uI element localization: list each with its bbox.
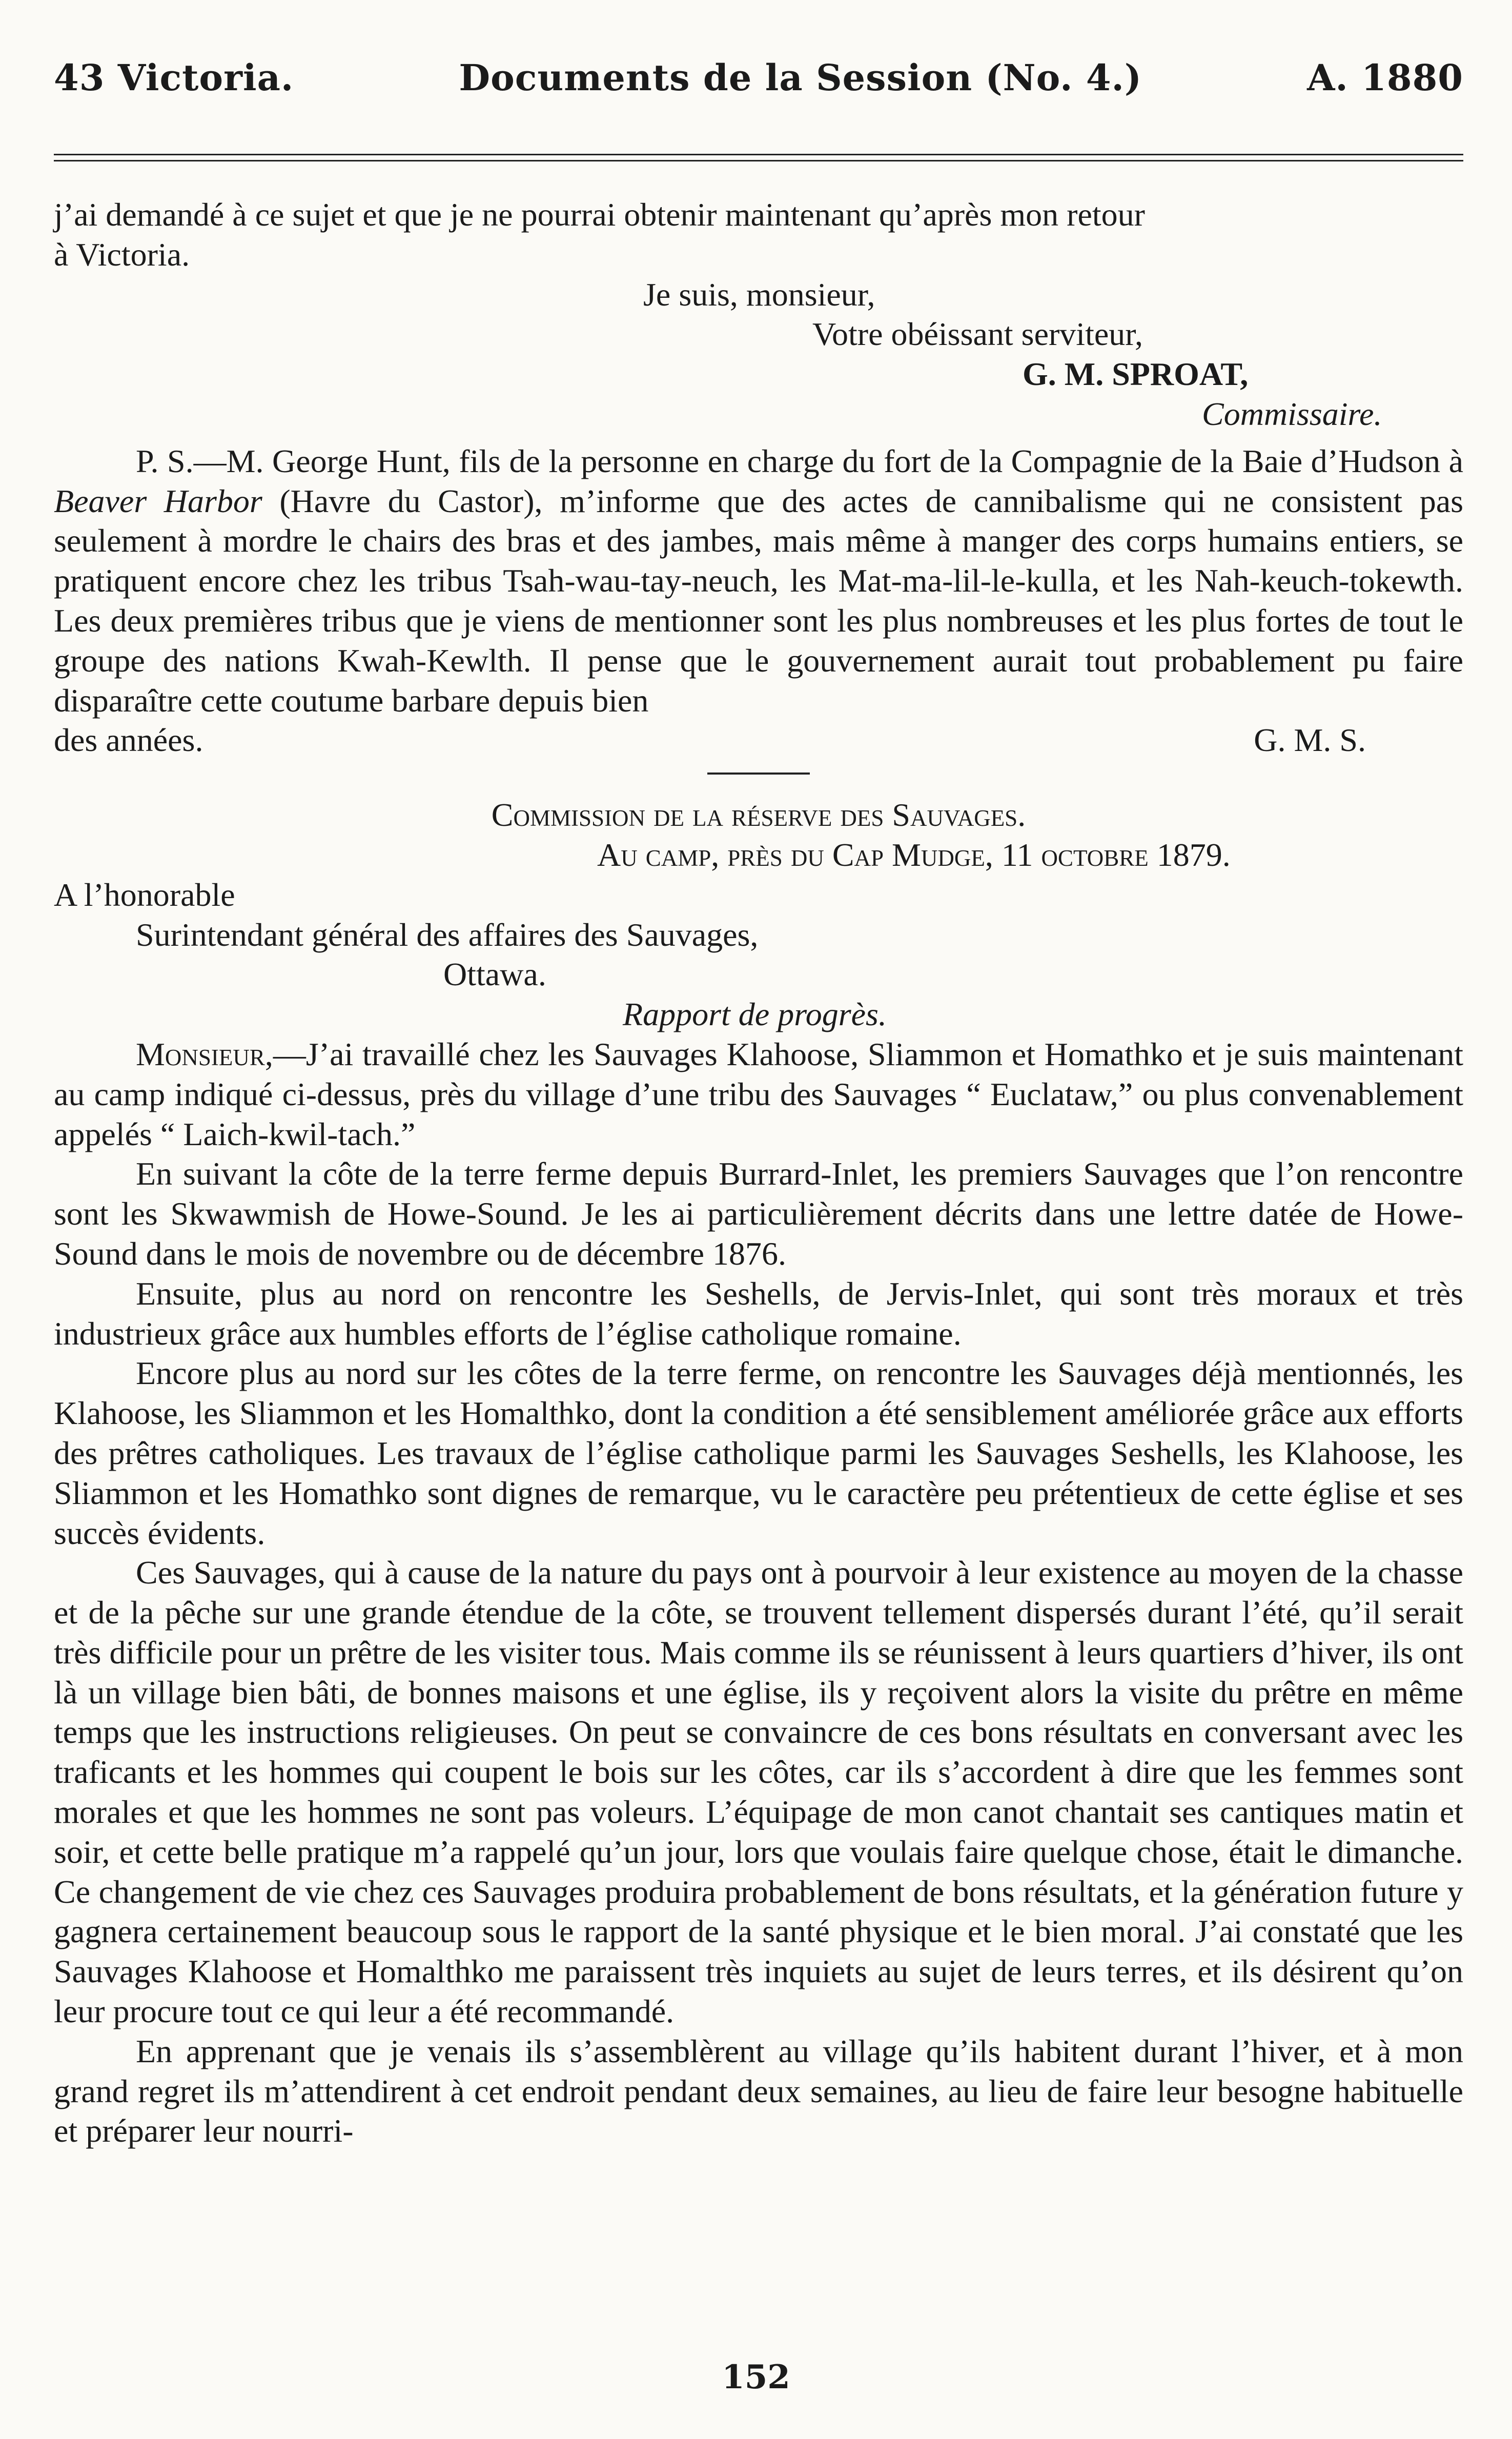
- closing-salutation: Je suis, monsieur,: [643, 276, 875, 313]
- report-paragraph-1-text: —J’ai travaillé chez les Sauvages Klahoose, Sliammon et Homathko et je suis maintenant au camp indiqué ci-dessus, près du village d’une tribu des Sauvages “ Euclataw,” ou plus convenablement appelés “ Laich-kwil-tach.”: [54, 1035, 1463, 1152]
- postscript: [54, 441, 1463, 721]
- header-rule-bottom: [54, 160, 1463, 161]
- postscript-initials: G. M. S.: [1254, 722, 1366, 759]
- header-rule-top: [54, 154, 1463, 155]
- running-header: [54, 56, 1463, 99]
- postscript-part2: (Havre du Castor), m’informe que des actes de cannibalisme qui ne consistent pas seulement à mordre le chairs des bras et des jambes, mais même à manger des corps humains entiers, se pratiquent encore chez les tribus Tsah-wau-tay-neuch, les Mat-ma-lil-le-kulla, et les Nah-keuch-tokewth. Les deux premières tribus que je viens de mentionner sont les plus nombreuses et les plus fortes de tout le groupe des nations Kwah-Kewlth. Il pense que le gouvernement aurait tout probablement pu faire disparaître cette coutume barbare depuis bien: [54, 482, 1464, 719]
- addressee-line-3: Ottawa.: [443, 956, 546, 993]
- header-center: Documents de la Session (No. 4.): [459, 56, 1142, 99]
- report-camp-line: Au camp, près du Cap Mudge, 11 octobre 1879.: [597, 836, 1231, 873]
- header-right: A. 1880: [1307, 56, 1463, 99]
- report-paragraph: En suivant la côte de la terre ferme depuis Burrard-Inlet, les premiers Sauvages que l’on rencontre sont les Skwawmish de Howe-Sound. Je les ai particulièrement décrits dans une lettre datée de Howe-Sound dans le mois de novembre ou de décembre 1876.: [54, 1155, 1463, 1272]
- header-left: 43 Victoria.: [54, 56, 294, 99]
- addressee-line-1: A l’honorable: [54, 876, 235, 913]
- postscript-place: Beaver Harbor: [54, 482, 262, 519]
- report-heading: Commission de la réserve des Sauvages.: [491, 797, 1026, 834]
- postscript-part1: P. S.—M. George Hunt, fils de la personne en charge du fort de la Compagnie de la Baie d’Hudson à: [136, 442, 1463, 479]
- signature-title: Commissaire.: [1202, 395, 1382, 432]
- page-number: 152: [722, 2358, 790, 2396]
- salutation: Monsieur,: [136, 1035, 273, 1072]
- report-paragraph: Ces Sauvages, qui à cause de la nature du pays ont à pourvoir à leur existence au moyen de la chasse et de la pêche sur une grande étendue de la côte, se trouvent tellement dispersés durant l’été, qu’il serait très difficile pour un prêtre de les visiter tous. Mais comme ils se réunissent à leurs quartiers d’hiver, ils ont là un village bien bâti, de bonnes maisons et une église, ils y reçoivent alors la visite du prêtre en même temps que les instructions religieuses. On peut se convaincre de ces bons résultats en conversant avec les traficants et les hommes qui coupent le bois sur les côtes, car ils s’accordent à dire que les femmes sont morales et que les hommes ne sont pas voleurs. L’équipage de mon canot chantait ses cantiques matin et soir, et cette belle pratique m’a rappelé qu’un jour, lors que voulais faire quelque chose, était le dimanche. Ce changement de vie chez ces Sauvages produira probablement de bons résultats, et la génération future y gagnera certainement beaucoup sous le rapport de la santé physique et le bien moral. J’ai constaté que les Sauvages Klahoose et Homalthko me paraissent très inquiets au sujet de leurs terres, et ils désirent qu’on leur procure tout ce qui leur a été recommandé.: [54, 1554, 1463, 2030]
- signature-name: G. M. SPROAT,: [1023, 356, 1249, 393]
- letter-continuation-line: j’ai demandé à ce sujet et que je ne pourrai obtenir maintenant qu’après mon retour: [54, 196, 1145, 233]
- closing-servant: Votre obéissant serviteur,: [812, 316, 1143, 353]
- report-paragraph: [54, 1034, 1463, 1154]
- postscript-last-text: des années.: [54, 722, 203, 759]
- report-paragraph: En apprenant que je venais ils s’assemblèrent au village qu’ils habitent durant l’hiver, et à mon grand regret ils m’attendirent à cet endroit pendant deux semaines, au lieu de faire leur besogne habituelle et préparer leur nourri-: [54, 2032, 1463, 2149]
- page-body: [54, 195, 1463, 2151]
- postscript-end-line: [54, 720, 1463, 760]
- report-subject: Rapport de progrès.: [623, 996, 887, 1033]
- letter-continuation-end: à Victoria.: [54, 236, 190, 273]
- addressee-line-2: Surintendant général des affaires des Sauvages,: [136, 916, 759, 953]
- section-divider: [707, 773, 810, 775]
- report-paragraph: Encore plus au nord sur les côtes de la terre ferme, on rencontre les Sauvages déjà mentionnés, les Klahoose, les Sliammon et les Homalthko, dont la condition a été sensiblement améliorée grâce aux efforts des prêtres catholiques. Les travaux de l’église catholique parmi les Sauvages Seshells, les Klahoose, les Sliammon et les Homathko sont dignes de remarque, vu le caractère peu prétentieux de cette église et ses succès évidents.: [54, 1355, 1463, 1551]
- report-paragraph: Ensuite, plus au nord on rencontre les Seshells, de Jervis-Inlet, qui sont très moraux et très industrieux grâce aux humbles efforts de l’église catholique romaine.: [54, 1275, 1463, 1352]
